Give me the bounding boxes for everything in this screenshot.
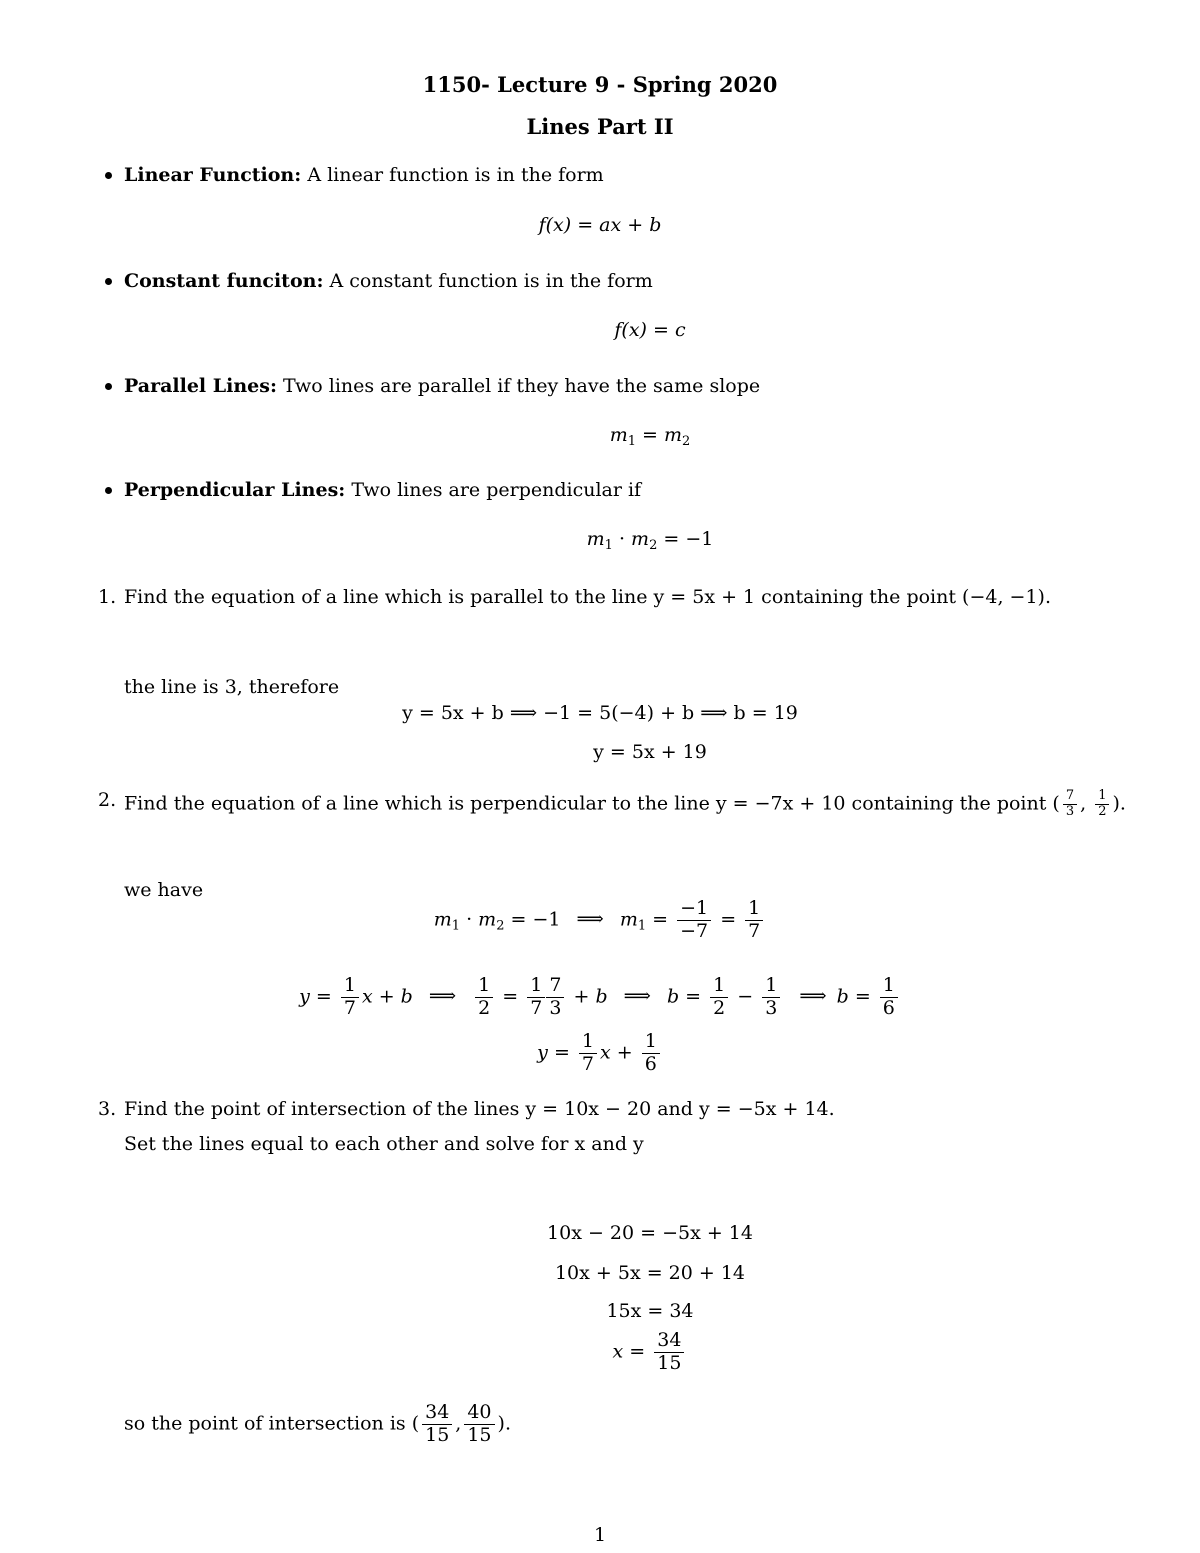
conclusion-text: so the point of intersection is [124,1412,406,1435]
fraction: $\frac{7}{3}$ [1063,789,1077,820]
fraction: $\frac{1}{3}$ [762,975,780,1020]
problem-statement: Find the equation of a line which is parallel to the line y = 5x + 1 containing the point (−4, −1). [124,586,1052,608]
problem-work: $m_1 \cdot m_2 = -1$ ⟹ $m_1$ = $\frac{-1}{-7}$ = $\frac{1}{7}$ [0,898,1200,943]
fraction: $\frac{1}{7}$ [579,1031,597,1076]
definition-parallel [124,375,760,397]
page-number: 1 [593,1524,607,1546]
fraction: $\frac{1}{7}$ [341,975,359,1020]
definition-text: A linear function is in the form [307,164,604,186]
fraction: $\frac{40}{15}$ [464,1402,494,1447]
fraction: $\frac{-1}{-7}$ [677,898,711,943]
definition-perpendicular [124,479,641,501]
problem-number: 2. [98,789,117,811]
problem-statement: Find the point of intersection of the lines y = 10x − 20 and y = −5x + 14. [124,1098,835,1120]
problem-work: y = 5x + b ⟹ −1 = 5(−4) + b ⟹ b = 19 [402,702,798,724]
fraction: $\frac{7}{3}$ [546,975,564,1020]
fraction: $\frac{1}{7}$ [745,898,763,943]
definition-text: Two lines are perpendicular if [351,479,642,501]
problem-answer: y = 5x + 19 [593,741,707,763]
solution-step: x = $\frac{34}{15}$ [0,1330,1200,1375]
fraction: $\frac{1}{6}$ [642,1031,660,1076]
problem-work: y = $\frac{1}{7}$ x + b ⟹ $\frac{1}{2}$ = $\frac{1}{7}$ $\frac{7}{3}$ + b ⟹ b = $\frac{1}{2}$ − $\frac{1}{3}$ ⟹ b = $\frac{1}{6}$ [0,975,1200,1020]
bullet-icon [105,383,112,390]
formula-linear: f(x) = ax + b [538,214,662,236]
page-subtitle: Lines Part II [526,114,674,139]
problem-instruction: Set the lines equal to each other and solve for x and y [124,1133,644,1155]
problem-note: the line is 3, therefore [124,676,340,698]
definition-term: Linear Function: [124,164,302,186]
bullet-icon [105,487,112,494]
fraction: $\frac{34}{15}$ [422,1402,452,1447]
definition-text: Two lines are parallel if they have the same slope [283,375,761,397]
formula-parallel: $m_1 = m_2$ [609,424,691,449]
page-title: 1150- Lecture 9 - Spring 2020 [422,72,778,97]
problem-note: we have [124,879,204,901]
bullet-icon [105,172,112,179]
fraction: $\frac{1}{7}$ [527,975,545,1020]
problem-conclusion: so the point of intersection is ( $\frac{34}{15}$ , $\frac{40}{15}$ ). [124,1401,511,1446]
definition-term: Parallel Lines: [124,375,277,397]
problem-statement: Find the equation of a line which is perpendicular to the line y = −7x + 10 containing the point ( $\frac{7}{3}$ , $\frac{1}{2}$ ). [124,788,1126,819]
solution-step: 10x − 20 = −5x + 14 [547,1222,753,1244]
definition-constant [124,270,653,292]
formula-perpendicular: $m_1 \cdot m_2 = -1$ [586,528,714,553]
definition-linear [124,164,604,186]
fraction: $\frac{1}{2}$ [475,975,493,1020]
bullet-icon [105,278,112,285]
fraction: $\frac{34}{15}$ [654,1330,684,1375]
fraction: $\frac{1}{6}$ [880,975,898,1020]
definition-term: Constant funciton: [124,270,324,292]
definition-text: A constant function is in the form [329,270,653,292]
problem-statement-text: Find the equation of a line which is perpendicular to the line y = −7x + 10 containing the point [124,792,1047,815]
problem-number: 3. [98,1098,117,1120]
solution-step: 15x = 34 [606,1300,694,1322]
fraction: $\frac{1}{2}$ [710,975,728,1020]
solution-step: 10x + 5x = 20 + 14 [554,1262,746,1284]
definition-term: Perpendicular Lines: [124,479,346,501]
fraction: $\frac{1}{2}$ [1095,789,1109,820]
problem-answer: y = $\frac{1}{7}$ x + $\frac{1}{6}$ [0,1031,1200,1076]
problem-number: 1. [98,586,117,608]
formula-constant: f(x) = c [614,319,686,341]
